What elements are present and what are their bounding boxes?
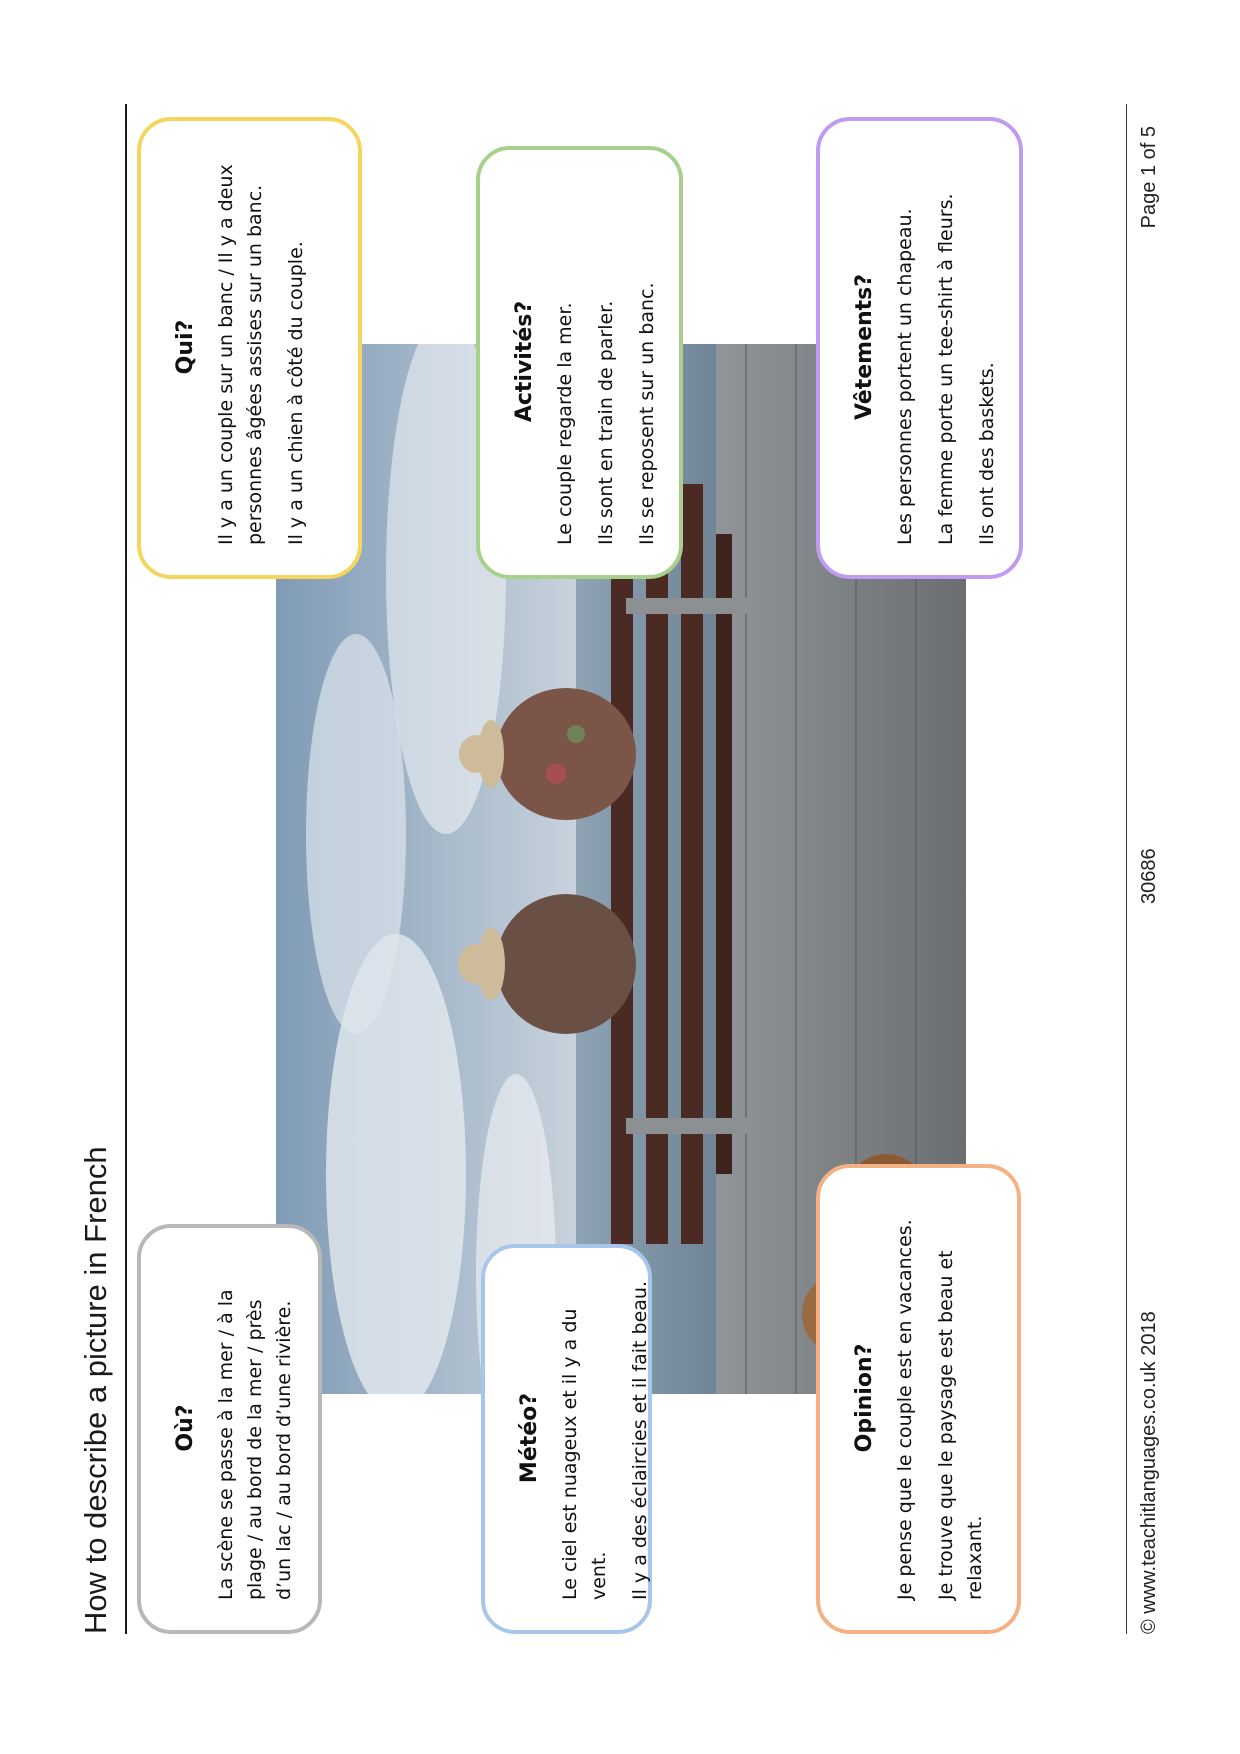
card-line: Les personnes portent un chapeau. — [894, 208, 916, 545]
card-meteo — [481, 1244, 652, 1634]
card-heading: Vêtements? — [852, 273, 877, 421]
card-line: Le couple regarde la mer. — [554, 302, 576, 545]
card-ou — [137, 1224, 322, 1634]
card-line: Je trouve que le paysage est beau et relaxant. — [935, 1250, 986, 1600]
card-line: Il y a un chien à côté du couple. — [285, 241, 307, 545]
card-heading: Où? — [173, 1404, 198, 1452]
card-line: Je pense que le couple est en vacances. — [894, 1219, 916, 1600]
card-heading: Qui? — [173, 319, 198, 375]
card-line: La femme porte un tee-shirt à fleurs. — [935, 193, 957, 545]
card-heading: Opinion? — [852, 1343, 877, 1453]
card-line: Il y a un couple sur un banc / Il y a deux personnes âgées assises sur un banc. — [215, 164, 266, 545]
card-line: La scène se passe à la mer / à la plage / au bord de la mer / près d’un lac / au bord d’une rivière. — [215, 1289, 295, 1600]
footer-code: 30686 — [1138, 848, 1160, 904]
card-line: Ils se reposent sur un banc. — [636, 282, 658, 545]
card-vetements — [816, 117, 1023, 579]
card-line: Ils ont des baskets. — [976, 362, 998, 545]
title-rule — [125, 104, 127, 1634]
card-line: Ils sont en train de parler. — [595, 300, 617, 545]
footer-copyright: © www.teachitlanguages.co.uk 2018 — [1138, 1311, 1160, 1634]
card-heading: Activités? — [512, 300, 537, 423]
page-title: How to describe a picture in French — [78, 1146, 113, 1634]
card-opinion — [816, 1164, 1021, 1634]
footer-page-number: Page 1 of 5 — [1138, 126, 1160, 229]
card-heading: Météo? — [517, 1392, 542, 1484]
card-activites — [476, 146, 683, 579]
card-qui — [137, 117, 362, 579]
card-line: Il y a des éclaircies et il fait beau. — [629, 1280, 651, 1600]
card-line: Le ciel est nuageux et il y a du vent. — [559, 1308, 610, 1600]
footer-rule — [1126, 104, 1127, 1634]
